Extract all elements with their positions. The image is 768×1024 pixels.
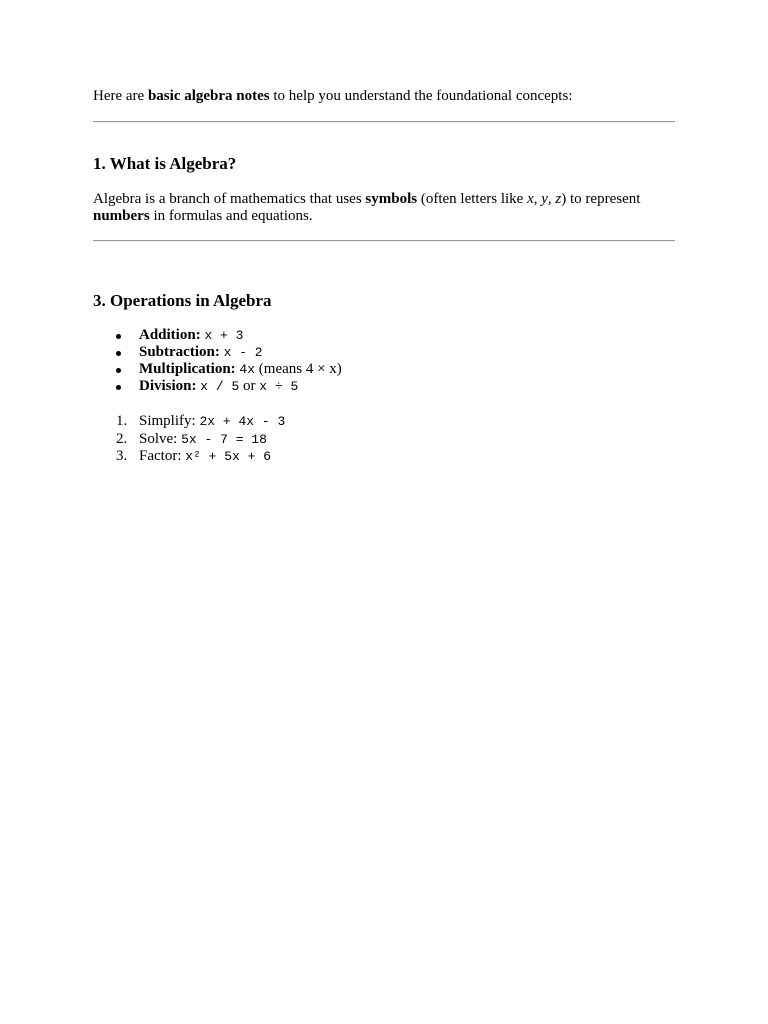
intro-bold-text: basic algebra notes <box>147 88 270 104</box>
section-heading-what-is-algebra: 1. What is Algebra? <box>93 154 237 173</box>
exercise-expression: 2x + 4x - 3 <box>199 414 286 429</box>
operation-label: Addition: <box>139 327 201 343</box>
list-item-simplify <box>93 413 285 431</box>
list-item-division <box>93 378 342 395</box>
text-run: , <box>547 191 556 207</box>
operation-label: Multiplication: <box>139 361 236 377</box>
bullet-icon <box>116 368 121 373</box>
intro-prefix: Here are <box>93 88 148 104</box>
operation-expression-alt: x ÷ 5 <box>259 379 299 394</box>
operation-label: Division: <box>139 378 197 394</box>
horizontal-rule <box>93 240 675 242</box>
exercise-label: Simplify: <box>139 413 200 429</box>
text-run: in formulas and equations. <box>149 208 313 224</box>
horizontal-rule <box>93 121 675 123</box>
definition-line-2 <box>93 208 675 225</box>
operation-expression: x / 5 <box>200 379 240 394</box>
list-item-solve <box>93 431 285 449</box>
text-run: ) to represent <box>561 191 641 207</box>
exercise-label: Factor: <box>139 448 186 464</box>
operation-note: (means 4 × x) <box>255 361 342 377</box>
variable-x: x <box>527 191 534 207</box>
operations-list <box>93 327 342 395</box>
list-item-addition <box>93 327 342 344</box>
bullet-icon <box>116 334 121 339</box>
exercise-expression: 5x - 7 = 18 <box>181 431 267 447</box>
bold-term-symbols: symbols <box>365 191 418 207</box>
list-item-factor <box>93 448 285 466</box>
text-run: (often letters like <box>417 191 528 207</box>
bold-term-numbers: numbers <box>93 208 150 224</box>
bullet-icon <box>116 351 121 356</box>
intro-paragraph <box>93 88 675 105</box>
text-run: Algebra is a branch of mathematics that uses <box>93 191 366 207</box>
section-heading-operations: 3. Operations in Algebra <box>93 291 272 310</box>
text-run: , <box>533 191 542 207</box>
variable-y: y <box>541 191 548 207</box>
exercises-list <box>93 413 285 466</box>
operation-expression: 4x <box>239 362 256 377</box>
operation-expression: x + 3 <box>204 328 244 343</box>
operation-connector: or <box>239 378 260 394</box>
operation-expression: x - 2 <box>223 345 263 360</box>
list-number: 1. <box>116 413 128 429</box>
algebra-definition-paragraph <box>93 191 675 225</box>
list-number: 2. <box>116 430 128 447</box>
exercise-expression: x² + 5x + 6 <box>185 449 272 464</box>
list-item-subtraction <box>93 344 342 361</box>
operation-label: Subtraction: <box>139 344 220 360</box>
definition-line-1 <box>93 191 675 208</box>
bullet-icon <box>116 385 121 390</box>
intro-suffix: to help you understand the foundational concepts: <box>269 88 573 104</box>
variable-z: z <box>555 191 562 207</box>
list-number: 3. <box>116 448 128 464</box>
list-item-multiplication <box>93 361 342 378</box>
exercise-label: Solve: <box>139 430 182 447</box>
